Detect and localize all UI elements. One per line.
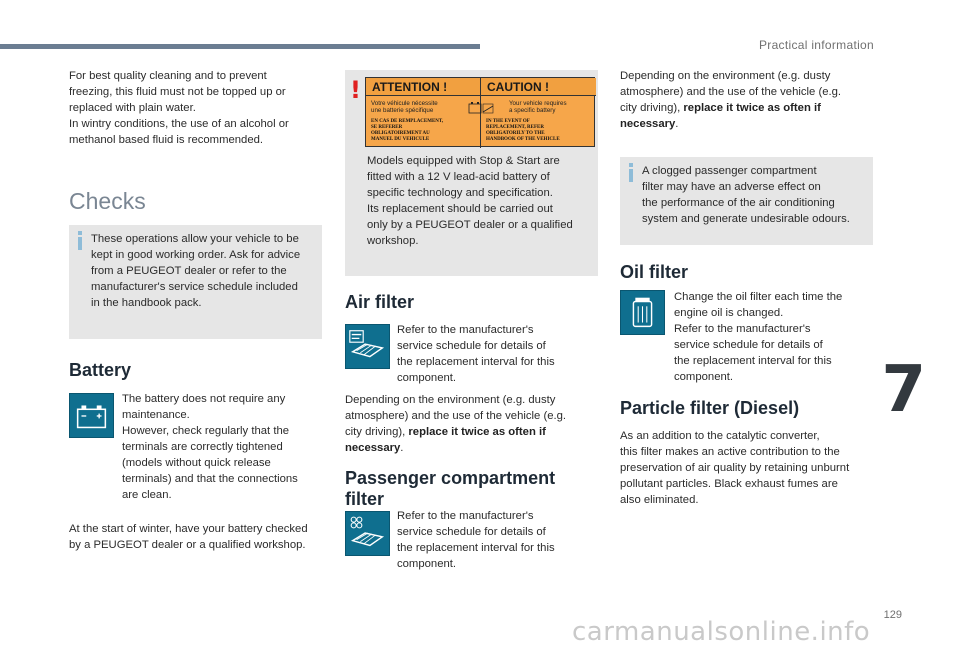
caution-heading: CAUTION !: [481, 78, 596, 96]
text-line: filter: [345, 489, 385, 509]
label-fr-caps: [371, 119, 477, 143]
text-line: [345, 440, 600, 456]
text-line: from a PEUGEOT dealer or refer to the: [91, 265, 287, 277]
particle-filter-text: [620, 428, 880, 508]
oil-filter-heading: Oil filter: [620, 262, 689, 282]
text-line: system and generate undesirable odours.: [642, 213, 850, 225]
text-line: Your vehicle requires: [509, 100, 567, 107]
clogged-filter-text: [642, 163, 872, 227]
text-line: freezing, this fluid must not be topped up or: [69, 86, 286, 98]
header-bar: [0, 44, 480, 49]
text-line: in the handbook pack.: [91, 297, 202, 309]
text-span: .: [400, 442, 404, 454]
emphasis-text: necessary: [345, 442, 401, 454]
text-line: service schedule for details of: [397, 526, 546, 538]
text-line: However, check regularly that the: [122, 425, 290, 437]
checks-info-text: [91, 231, 321, 311]
info-icon: [629, 169, 633, 182]
battery-text: [122, 391, 322, 503]
watermark: carmanualsonline.info: [572, 617, 871, 647]
text-line: atmosphere) and the use of the vehicle (e.g.: [620, 86, 842, 98]
text-line: Votre véhicule nécessite: [371, 100, 438, 107]
emphasis-text: replace it twice as often if: [683, 102, 821, 114]
text-line: Passenger compartment: [345, 468, 556, 488]
text-line: are clean.: [122, 489, 172, 501]
text-line: In wintry conditions, the use of an alcohol or: [69, 118, 289, 130]
label-fr-text: [371, 100, 451, 114]
info-icon: [78, 237, 82, 250]
text-span: .: [675, 118, 679, 130]
oil-filter-icon: [620, 290, 665, 335]
text-line: kept in good working order. Ask for advice: [91, 249, 301, 261]
section-title: Practical information: [758, 38, 874, 52]
text-line: the replacement interval for this: [674, 355, 832, 367]
text-line: Refer to the manufacturer's: [397, 324, 534, 336]
text-line: [620, 100, 880, 116]
air-filter-text: [397, 322, 597, 386]
text-line: [345, 424, 600, 440]
text-line: For best quality cleaning and to prevent: [69, 70, 267, 82]
clogged-filter-info-box: [620, 157, 873, 245]
air-filter-environment-text: [345, 392, 600, 456]
text-line: component.: [674, 371, 734, 383]
text-line: also eliminated.: [620, 494, 699, 506]
text-line: this filter makes an active contribution to the: [620, 446, 840, 458]
text-line: OBLIGATOIREMENT AU: [371, 131, 430, 136]
text-line: workshop.: [367, 235, 419, 247]
checks-heading: Checks: [69, 188, 146, 214]
text-line: service schedule for details of: [397, 340, 546, 352]
text-line: As an addition to the catalytic converter,: [620, 430, 820, 442]
text-line: Depending on the environment (e.g. dusty: [620, 70, 831, 82]
text-line: (models without quick release: [122, 457, 271, 469]
text-line: Models equipped with Stop & Start are: [367, 155, 560, 167]
battery-heading: Battery: [69, 360, 132, 380]
text-line: OBLIGATORILY TO THE: [486, 131, 545, 136]
label-en-text: [509, 100, 589, 114]
text-line: by a PEUGEOT dealer or a qualified workshop.: [69, 539, 306, 551]
text-line: the performance of the air conditioning: [642, 197, 835, 209]
battery-icon: [69, 393, 114, 438]
text-line: the replacement interval for this: [397, 356, 555, 368]
text-line: the replacement interval for this: [397, 542, 555, 554]
text-span: city driving),: [345, 426, 409, 438]
battery-pictogram-icon: [466, 100, 496, 116]
stop-start-text: [367, 153, 595, 249]
text-line: only by a PEUGEOT dealer or a qualified: [367, 219, 573, 231]
text-line: service schedule for details of: [674, 339, 823, 351]
text-line: Its replacement should be carried out: [367, 203, 553, 215]
text-line: preservation of air quality by retaining unburnt: [620, 462, 850, 474]
label-en-caps: [486, 119, 594, 143]
page-number: 129: [883, 609, 902, 621]
emphasis-text: replace it twice as often if: [408, 426, 546, 438]
text-line: A clogged passenger compartment: [642, 165, 817, 177]
text-line: Depending on the environment (e.g. dusty: [345, 394, 556, 406]
text-line: SE REFERER: [371, 125, 403, 130]
text-line: MANUEL DU VEHICULE: [371, 137, 430, 142]
text-line: Refer to the manufacturer's: [674, 323, 811, 335]
cabin-environment-text: [620, 68, 880, 132]
cabin-filter-icon: [345, 511, 390, 556]
text-line: IN THE EVENT OF: [486, 119, 530, 124]
emphasis-text: necessary: [620, 118, 676, 130]
text-line: filter may have an adverse effect on: [642, 181, 821, 193]
text-line: Refer to the manufacturer's: [397, 510, 534, 522]
text-line: atmosphere) and the use of the vehicle (e.g.: [345, 410, 567, 422]
text-span: city driving),: [620, 102, 684, 114]
battery-winter-text: [69, 521, 329, 553]
text-line: specific technology and specification.: [367, 187, 553, 199]
cabin-filter-heading: [345, 468, 555, 510]
text-line: component.: [397, 558, 457, 570]
chapter-number: 7: [881, 353, 926, 427]
text-line: At the start of winter, have your battery checked: [69, 523, 308, 535]
text-line: engine oil is changed.: [674, 307, 784, 319]
text-line: fitted with a 12 V lead-acid battery of: [367, 171, 550, 183]
text-line: Change the oil filter each time the: [674, 291, 843, 303]
text-line: methanol based fluid is recommended.: [69, 134, 264, 146]
air-filter-icon: [345, 324, 390, 369]
warning-icon: !: [350, 76, 361, 104]
text-line: These operations allow your vehicle to be: [91, 233, 299, 245]
text-line: replaced with plain water.: [69, 102, 196, 114]
text-line: REPLACEMENT, REFER: [486, 125, 544, 130]
text-line: une batterie spécifique: [371, 107, 434, 114]
attention-heading: ATTENTION !: [366, 78, 480, 96]
text-line: terminals are correctly tightened: [122, 441, 283, 453]
text-line: EN CAS DE REMPLACEMENT,: [371, 119, 444, 124]
text-line: HANDBOOK OF THE VEHICLE: [486, 137, 560, 142]
text-line: [620, 116, 880, 132]
battery-warning-label: [365, 77, 595, 147]
oil-filter-text: [674, 289, 874, 385]
text-line: terminals) and that the connections: [122, 473, 298, 485]
text-line: manufacturer's service schedule included: [91, 281, 298, 293]
cabin-filter-text: [397, 508, 597, 572]
text-line: maintenance.: [122, 409, 190, 421]
washer-fluid-paragraph: [69, 68, 329, 148]
air-filter-heading: Air filter: [345, 292, 415, 312]
particle-filter-heading: Particle filter (Diesel): [620, 398, 800, 418]
text-line: The battery does not require any: [122, 393, 286, 405]
text-line: a specific battery: [509, 107, 556, 114]
text-line: component.: [397, 372, 457, 384]
checks-info-box: [69, 225, 322, 339]
text-line: pollutant particles. Black exhaust fumes are: [620, 478, 838, 490]
